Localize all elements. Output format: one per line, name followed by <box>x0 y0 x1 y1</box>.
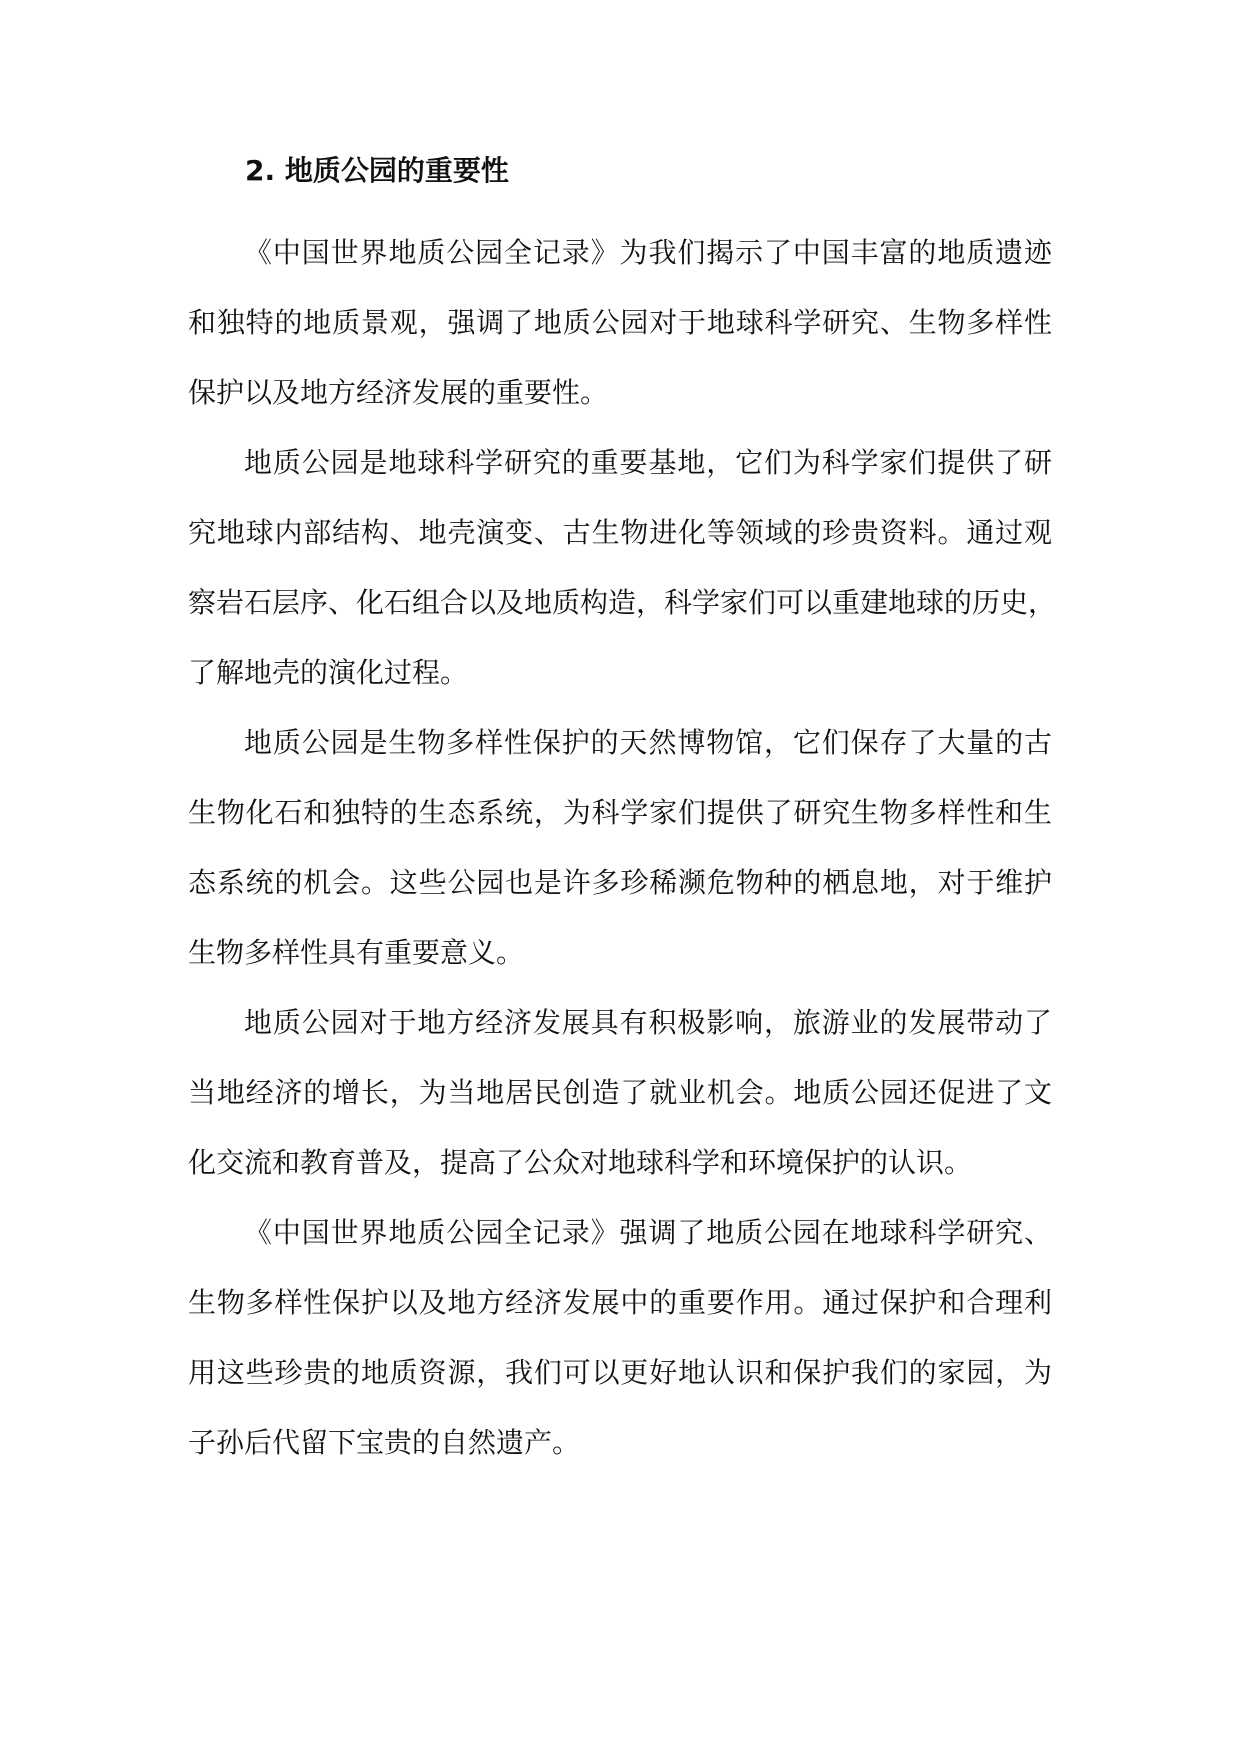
paragraph-5-line-2: 生物多样性保护以及地方经济发展中的重要作用。通过保护和合理利 <box>188 1286 1052 1319</box>
paragraph-2-line-4: 了解地壳的演化过程。 <box>188 656 469 689</box>
paragraph-2-line-2: 究地球内部结构、地壳演变、古生物进化等领域的珍贵资料。通过观 <box>188 516 1052 549</box>
paragraph-4-line-3: 化交流和教育普及，提高了公众对地球科学和环境保护的认识。 <box>188 1146 973 1179</box>
paragraph-3-line-3: 态系统的机会。这些公园也是许多珍稀濒危物种的栖息地，对于维护 <box>188 866 1052 899</box>
section-heading: 2. 地质公园的重要性 <box>245 154 509 187</box>
paragraph-1-line-3: 保护以及地方经济发展的重要性。 <box>188 376 609 409</box>
paragraph-3-line-2: 生物化石和独特的生态系统，为科学家们提供了研究生物多样性和生 <box>188 796 1052 829</box>
paragraph-2-line-3: 察岩石层序、化石组合以及地质构造，科学家们可以重建地球的历史， <box>188 586 1057 619</box>
paragraph-5-line-1: 《中国世界地质公园全记录》强调了地质公园在地球科学研究、 <box>244 1216 1052 1249</box>
paragraph-4-line-2: 当地经济的增长，为当地居民创造了就业机会。地质公园还促进了文 <box>188 1076 1052 1109</box>
paragraph-5-line-3: 用这些珍贵的地质资源，我们可以更好地认识和保护我们的家园，为 <box>188 1356 1052 1389</box>
paragraph-1-line-1: 《中国世界地质公园全记录》为我们揭示了中国丰富的地质遗迹 <box>244 236 1052 269</box>
paragraph-3-line-4: 生物多样性具有重要意义。 <box>188 936 525 969</box>
paragraph-1-line-2: 和独特的地质景观，强调了地质公园对于地球科学研究、生物多样性 <box>188 306 1052 339</box>
paragraph-5-line-4: 子孙后代留下宝贵的自然遗产。 <box>188 1426 581 1459</box>
paragraph-2-line-1: 地质公园是地球科学研究的重要基地，它们为科学家们提供了研 <box>244 446 1052 479</box>
paragraph-3-line-1: 地质公园是生物多样性保护的天然博物馆，它们保存了大量的古 <box>244 726 1052 759</box>
paragraph-4-line-1: 地质公园对于地方经济发展具有积极影响，旅游业的发展带动了 <box>244 1006 1052 1039</box>
